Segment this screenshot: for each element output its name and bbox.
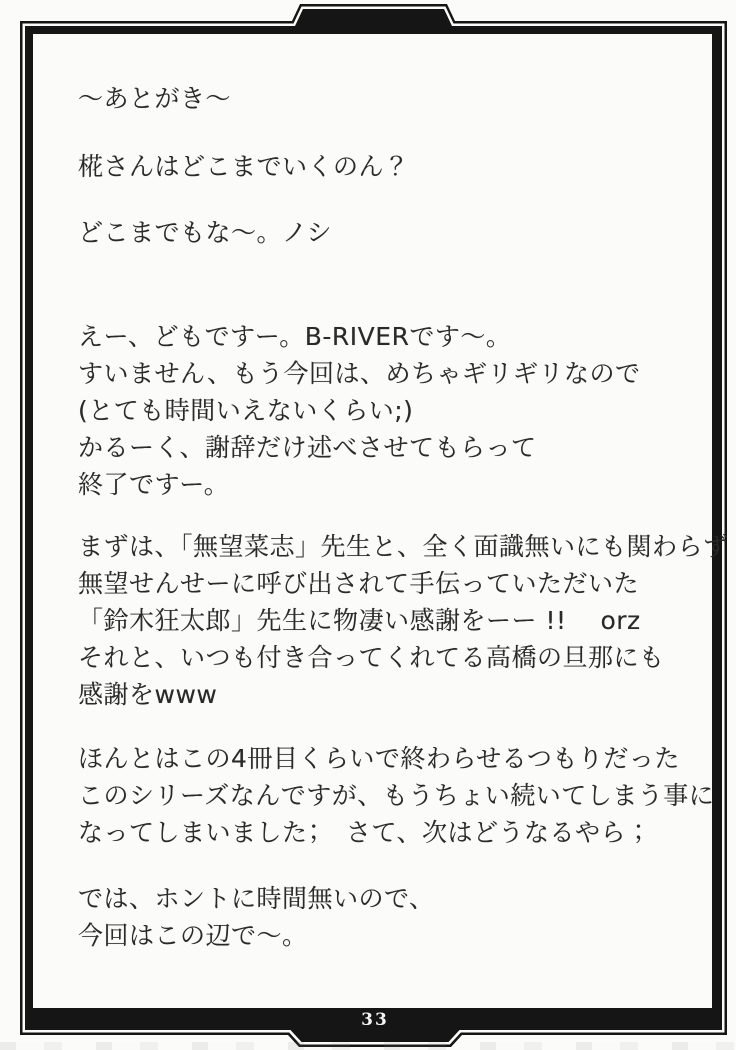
text-line: すいません、もう今回は、めちゃギリギリなので xyxy=(78,359,641,388)
text-line: 今回はこの辺で～。 xyxy=(78,921,308,950)
text-line: 感謝をwww xyxy=(78,680,218,709)
paragraph-closing xyxy=(78,880,706,954)
scan-noise-artifact xyxy=(0,1042,736,1050)
text-line: 終了ですー。 xyxy=(78,470,230,499)
afterword-question-line: 椛さんはどこまでいくのん？ xyxy=(78,152,410,181)
paragraph-greeting xyxy=(78,318,706,503)
page-number: 33 xyxy=(361,1010,389,1030)
paragraph-thanks xyxy=(78,528,729,713)
text-line: (とても時間いえないくらい;) xyxy=(78,396,414,425)
afterword-answer-line: どこまでもな～。ノシ xyxy=(78,218,333,247)
text-line: では、ホントに時間無いので、 xyxy=(78,884,435,913)
text-line: かるーく、謝辞だけ述べさせてもらって xyxy=(78,433,537,462)
text-line: まずは、「無望菜志」先生と、全く面識無いにも関わらず xyxy=(78,532,729,561)
text-line: ほんとはこの4冊目くらいで終わらせるつもりだった xyxy=(78,744,680,773)
text-line: 無望せんせーに呼び出されて手伝っていただいた xyxy=(78,569,640,598)
text-line: なってしまいました； さて、次はどうなるやら； xyxy=(78,818,652,847)
afterword-title: ～あとがき～ xyxy=(78,84,232,113)
text-line: このシリーズなんですが、もうちょい続いてしまう事に xyxy=(78,781,715,810)
text-line: えー、どもですー。B-RIVERです～。 xyxy=(78,322,512,351)
text-line: 「鈴木狂太郎」先生に物凄い感謝をーー !! orz xyxy=(78,606,641,635)
text-line: それと、いつも付き合ってくれてる高橋の旦那にも xyxy=(78,643,665,672)
paragraph-series-plans xyxy=(78,740,715,851)
